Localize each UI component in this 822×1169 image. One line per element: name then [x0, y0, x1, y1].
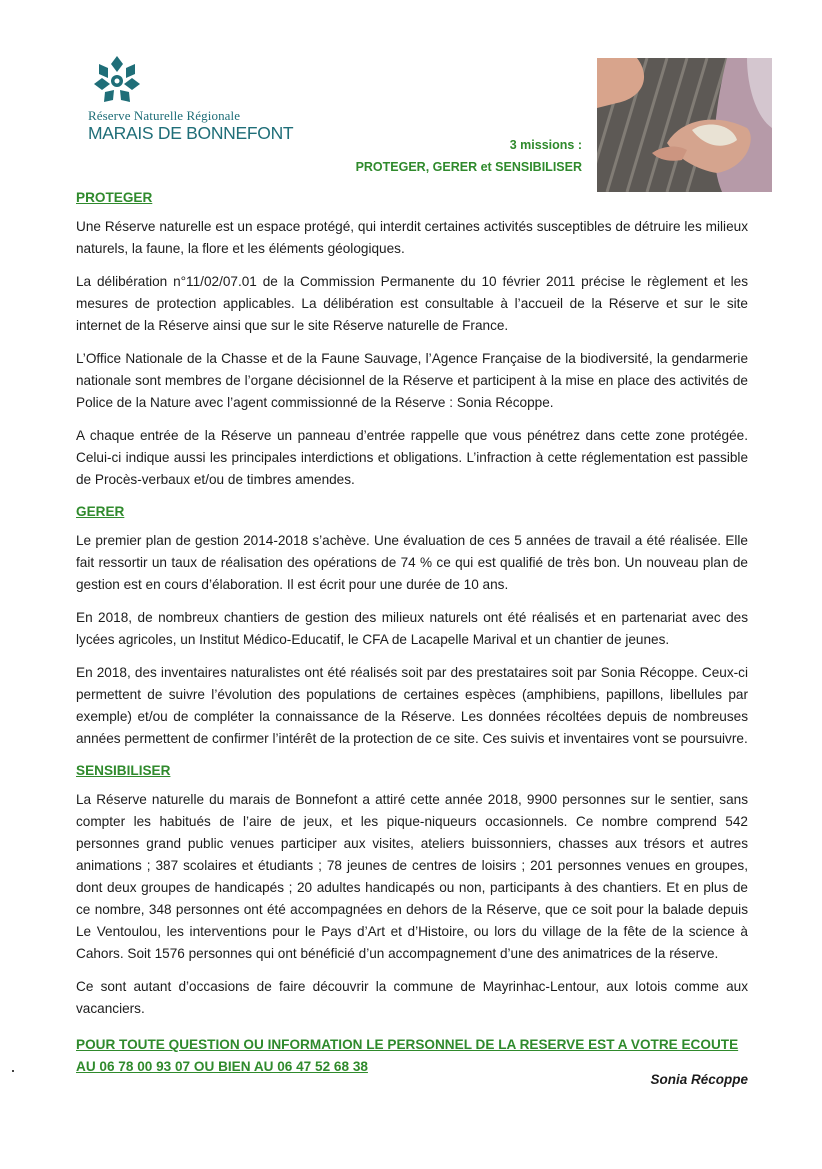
- missions-subtitle: PROTEGER, GERER et SENSIBILISER: [355, 160, 582, 174]
- section-heading-gerer: GERER: [76, 504, 125, 519]
- paragraph: Une Réserve naturelle est un espace protégé, qui interdit certaines activités susceptibles de détruire les milieux naturels, la faune, la flore et les éléments géologiques.: [76, 219, 748, 256]
- paragraph: L’Office Nationale de la Chasse et de la Faune Sauvage, l’Agence Française de la biodiversité, la gendarmerie nationale sont membres de l’organe décisionnel de la Réserve et participent à la mise en place des activités de Police de la Nature avec l’agent commissionné de la Réserve : Sonia Récoppe.: [76, 351, 748, 410]
- paragraph: Ce sont autant d’occasions de faire découvrir la commune de Mayrinhac-Lentour, aux lotois comme aux vacanciers.: [76, 979, 748, 1016]
- logo-title: MARAIS DE BONNEFONT: [88, 123, 294, 143]
- document-body: [76, 188, 748, 1078]
- paragraph: Le premier plan de gestion 2014-2018 s’achève. Une évaluation de ces 5 années de travail a été réalisée. Elle fait ressortir un taux de réalisation des opérations de 74 % ce qui est qualifié de très bon. Un nouveau plan de gestion est en cours d’élaboration. Il est écrit pour une durée de 10 ans.: [76, 533, 748, 592]
- logo-subtitle: Réserve Naturelle Régionale: [88, 108, 241, 123]
- header-photo: [597, 58, 772, 192]
- scan-speck: [12, 1070, 14, 1072]
- section-heading-sensibiliser: SENSIBILISER: [76, 763, 171, 778]
- contact-notice: POUR TOUTE QUESTION OU INFORMATION LE PERSONNEL DE LA RESERVE EST A VOTRE ECOUTE AU 06 78 00 93 07 OU BIEN AU 06 47 52 68 38: [76, 1037, 739, 1074]
- flower-emblem-icon: [90, 54, 144, 106]
- reserve-logo: [88, 54, 298, 142]
- paragraph: A chaque entrée de la Réserve un panneau d’entrée rappelle que vous pénétrez dans cette zone protégée. Celui-ci indique aussi les principales interdictions et obligations. L’infraction à cette réglementation est passible de Procès-verbaux et/ou de timbres amendes.: [76, 428, 748, 487]
- signature: Sonia Récoppe: [650, 1072, 748, 1087]
- paragraph: En 2018, de nombreux chantiers de gestion des milieux naturels ont été réalisés et en partenariat avec des lycées agricoles, un Institut Médico-Educatif, le CFA de Lacapelle Marival et un chantier de jeunes.: [76, 610, 748, 647]
- paragraph: En 2018, des inventaires naturalistes ont été réalisés soit par des prestataires soit par Sonia Récoppe. Ceux-ci permettent de suivre l’évolution des populations de certaines espèces (amphibiens, papillons, libellules par exemple) et/ou de compléter la connaissance de la Réserve. Les données récoltées depuis de nombreuses années permettent de confirmer l’intérêt de la protection de ce site. Ces suivis et inventaires vont se poursuivre.: [76, 665, 748, 746]
- paragraph: La Réserve naturelle du marais de Bonnefont a attiré cette année 2018, 9900 personnes sur le sentier, sans compter les habitués de l’aire de jeux, et les pique-niqueurs occasionnels. Ce nombre comprend 542 personnes grand public venues participer aux visites, ateliers buissonniers, chasses aux trésors et autres animations ; 387 scolaires et étudiants ; 78 jeunes de centres de loisirs ; 201 personnes venues en groupes, dont deux groupes de handicapés ; 20 adultes handicapés ou non, participants à des chantiers. Et en plus de ce nombre, 348 personnes ont été accompagnées en dehors de la Réserve, que ce soit pour la balade depuis Le Ventoulou, les interventions pour le Pays d’Art et d’Histoire, ou lors du village de la fête de la science à Cahors. Soit 1576 personnes qui ont bénéficié d’un accompagnement d’une des animatrices de la réserve.: [76, 792, 748, 961]
- paragraph: La délibération n°11/02/07.01 de la Commission Permanente du 10 février 2011 précise le règlement et les mesures de protection applicables. La délibération est consultable à l’accueil de la Réserve et sur le site internet de la Réserve ainsi que sur le site Réserve naturelle de France.: [76, 274, 748, 333]
- missions-block: [356, 134, 582, 178]
- missions-title: 3 missions :: [509, 138, 582, 152]
- section-heading-proteger: PROTEGER: [76, 190, 153, 205]
